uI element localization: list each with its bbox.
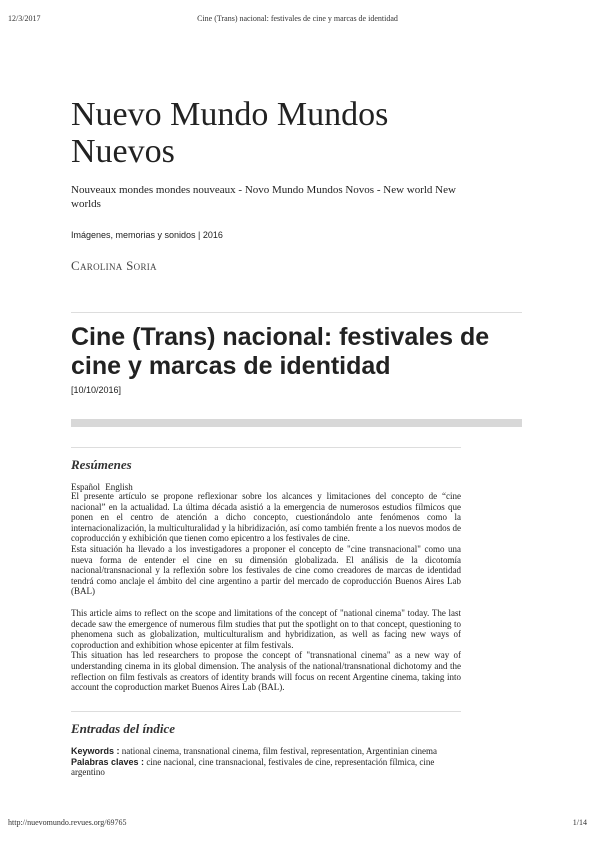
author-name-text: Carolina Soria xyxy=(71,258,157,273)
print-url: http://nuevomundo.revues.org/69765 xyxy=(8,818,127,827)
abstract-paragraph: Esta situación ha llevado a los investigadores a proponer el concepto de "cine transnacional" como una nueva forma de entender el cine en su dimensión globalizada. El análisis de la dicotomía nacional/transnacional y la reflexión sobre los festivales de cine como creadores de marcas de identidad tendrá como anclaje el ámbito del cine argentino a partir del mercado de coproducción Buenos Aires Lab (BAL) xyxy=(71,543,461,597)
abstract-en xyxy=(71,608,461,693)
abstract-paragraph: El presente artículo se propone reflexionar sobre los alcances y limitaciones del concepto de “cine nacional” en la actualidad. La última década asistió a la emergencia de numerosos estudios fílmicos que ponen en el centro de atención a dicho concepto, cuestionándolo ante fenómenos como la internacionalización, la multiculturalidad y la hibridización, así como también frente a los nuevos modos de coproducción y exhibición que tienen como epicentro a los festivales de cine. xyxy=(71,491,461,544)
print-page-title: Cine (Trans) nacional: festivales de cine y marcas de identidad xyxy=(197,14,398,23)
section-heading-entradas: Entradas del índice xyxy=(71,721,176,736)
abstract-paragraph: This article aims to reflect on the scope and limitations of the concept of "national cinema" today. The last decade saw the emergence of numerous film studies that put the spotlight on to that concept, questioning to phenomena such as globalization, multiculturalism and hybridization, as well as facing new ways of coproduction and exhibition whose epicenter at film festivals. xyxy=(71,608,461,650)
author-name[interactable] xyxy=(71,258,157,274)
print-footer xyxy=(8,818,587,827)
keywords-entry xyxy=(71,746,461,757)
palabras-claves-values[interactable]: cine nacional, cine transnacional, festivales de cine, representación fílmica, cine argentino xyxy=(71,756,435,778)
divider xyxy=(71,447,461,448)
section-heading-resumenes: Resúmenes xyxy=(71,457,132,472)
palabras-claves-entry xyxy=(71,757,461,778)
palabras-claves-label: Palabras claves : xyxy=(71,756,145,767)
language-link-en[interactable]: English xyxy=(105,482,133,492)
article-title: Cine (Trans) nacional: festivales de cine y marcas de identidad xyxy=(71,323,490,380)
site-subtitle: Nouveaux mondes mondes nouveaux - Novo Mundo Mundos Novos - New world New worlds xyxy=(71,184,456,210)
abstract-es xyxy=(71,491,461,597)
print-date: 12/3/2017 xyxy=(8,14,41,23)
grey-bar xyxy=(71,419,522,427)
abstract-paragraph: This situation has led researchers to propose the concept of "transnational cinema" as a new way of understanding cinema in its global dimension. The analysis of the national/transnational dichotomy and the reflection on film festivals as creators of identity brands will focus on recent Argentine cinema, taking into account the coproduction market Buenos Aires Lab (BAL). xyxy=(71,650,461,693)
print-header xyxy=(8,14,587,23)
keywords-label: Keywords : xyxy=(71,746,120,756)
page-number: 1/14 xyxy=(572,818,587,827)
language-link-es[interactable]: Español xyxy=(71,482,100,492)
divider xyxy=(71,711,461,712)
keywords-values[interactable]: national cinema, transnational cinema, film festival, representation, Argentinian cinema xyxy=(121,746,437,756)
index-entries xyxy=(71,746,461,778)
divider xyxy=(71,312,522,313)
site-title[interactable]: Nuevo Mundo Mundos Nuevos xyxy=(71,96,389,170)
issue-link[interactable]: Imágenes, memorias y sonidos | 2016 xyxy=(71,230,223,240)
article-date: [10/10/2016] xyxy=(71,385,122,395)
